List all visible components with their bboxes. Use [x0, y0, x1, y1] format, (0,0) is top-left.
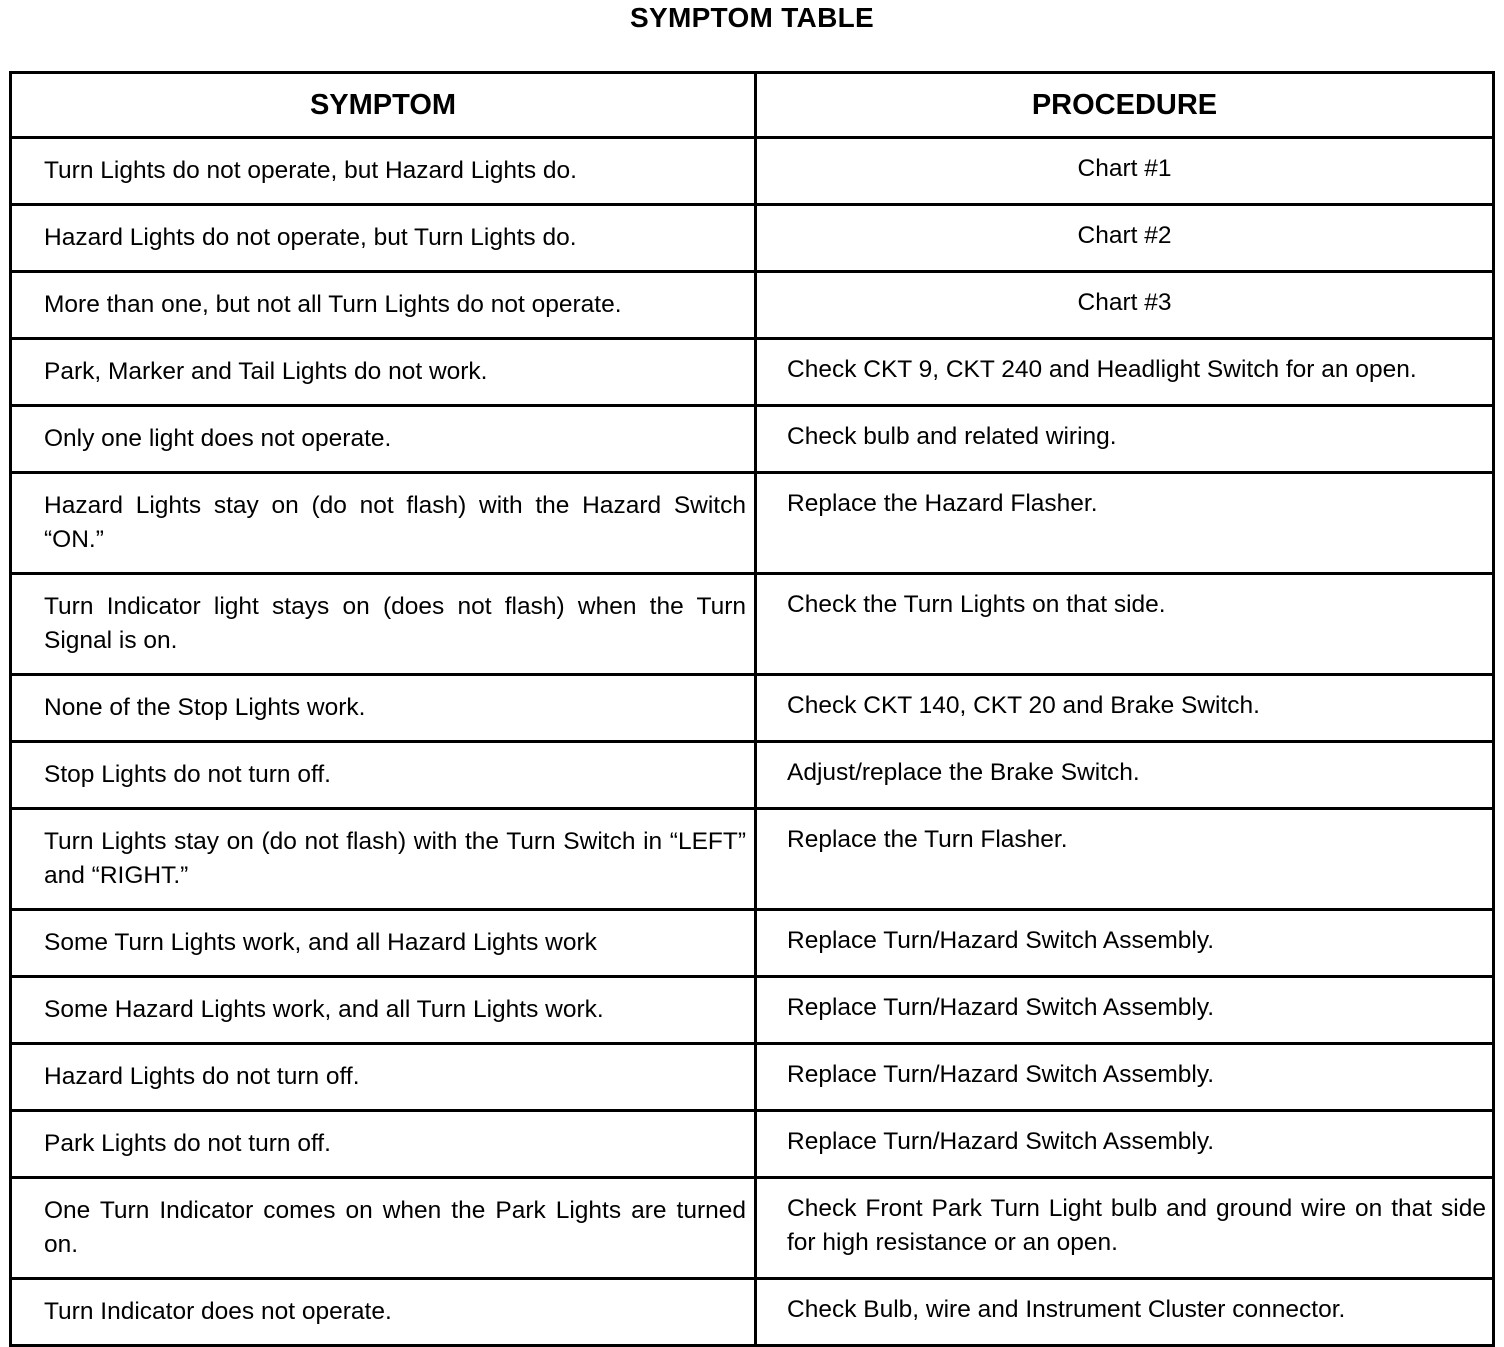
symptom-cell: None of the Stop Lights work.: [11, 675, 756, 742]
symptom-cell: Turn Lights do not operate, but Hazard Lights do.: [11, 138, 756, 205]
procedure-cell: Chart #3: [756, 272, 1494, 339]
symptom-table: [9, 71, 1495, 1347]
symptom-cell: Hazard Lights do not turn off.: [11, 1044, 756, 1111]
table-row: [11, 272, 1494, 339]
symptom-cell: Stop Lights do not turn off.: [11, 742, 756, 809]
procedure-cell: Replace Turn/Hazard Switch Assembly.: [756, 1044, 1494, 1111]
procedure-cell: Check Bulb, wire and Instrument Cluster connector.: [756, 1279, 1494, 1346]
symptom-cell: One Turn Indicator comes on when the Park Lights are turned on.: [11, 1178, 756, 1279]
table-row: [11, 809, 1494, 910]
procedure-cell: Check Front Park Turn Light bulb and ground wire on that side for high resistance or an open.: [756, 1178, 1494, 1279]
table-row: [11, 339, 1494, 406]
procedure-cell: Replace Turn/Hazard Switch Assembly.: [756, 1111, 1494, 1178]
symptom-cell: Some Turn Lights work, and all Hazard Lights work: [11, 910, 756, 977]
table-row: [11, 675, 1494, 742]
table-header-row: [11, 73, 1494, 138]
symptom-cell: Only one light does not operate.: [11, 406, 756, 473]
table-row: [11, 138, 1494, 205]
table-row: [11, 574, 1494, 675]
table-row: [11, 742, 1494, 809]
table-row: [11, 910, 1494, 977]
procedure-cell: Adjust/replace the Brake Switch.: [756, 742, 1494, 809]
symptom-cell: Turn Indicator does not operate.: [11, 1279, 756, 1346]
table-row: [11, 473, 1494, 574]
symptom-cell: Turn Lights stay on (do not flash) with the Turn Switch in “LEFT” and “RIGHT.”: [11, 809, 756, 910]
procedure-cell: Replace Turn/Hazard Switch Assembly.: [756, 977, 1494, 1044]
procedure-cell: Check CKT 9, CKT 240 and Headlight Switch for an open.: [756, 339, 1494, 406]
table-row: [11, 1111, 1494, 1178]
table-row: [11, 1178, 1494, 1279]
table-row: [11, 205, 1494, 272]
procedure-cell: Check CKT 140, CKT 20 and Brake Switch.: [756, 675, 1494, 742]
symptom-cell: Some Hazard Lights work, and all Turn Lights work.: [11, 977, 756, 1044]
procedure-cell: Replace Turn/Hazard Switch Assembly.: [756, 910, 1494, 977]
procedure-cell: Replace the Turn Flasher.: [756, 809, 1494, 910]
procedure-cell: Chart #1: [756, 138, 1494, 205]
procedure-cell: Chart #2: [756, 205, 1494, 272]
symptom-column-header: SYMPTOM: [11, 73, 756, 138]
symptom-cell: Turn Indicator light stays on (does not flash) when the Turn Signal is on.: [11, 574, 756, 675]
procedure-cell: Replace the Hazard Flasher.: [756, 473, 1494, 574]
table-row: [11, 406, 1494, 473]
procedure-column-header: PROCEDURE: [756, 73, 1494, 138]
procedure-cell: Check bulb and related wiring.: [756, 406, 1494, 473]
symptom-cell: Hazard Lights stay on (do not flash) with the Hazard Switch “ON.”: [11, 473, 756, 574]
symptom-cell: Park, Marker and Tail Lights do not work.: [11, 339, 756, 406]
table-row: [11, 977, 1494, 1044]
symptom-cell: More than one, but not all Turn Lights do not operate.: [11, 272, 756, 339]
table-row: [11, 1279, 1494, 1346]
procedure-cell: Check the Turn Lights on that side.: [756, 574, 1494, 675]
page-title: SYMPTOM TABLE: [630, 2, 874, 33]
table-row: [11, 1044, 1494, 1111]
symptom-cell: Hazard Lights do not operate, but Turn Lights do.: [11, 205, 756, 272]
symptom-cell: Park Lights do not turn off.: [11, 1111, 756, 1178]
